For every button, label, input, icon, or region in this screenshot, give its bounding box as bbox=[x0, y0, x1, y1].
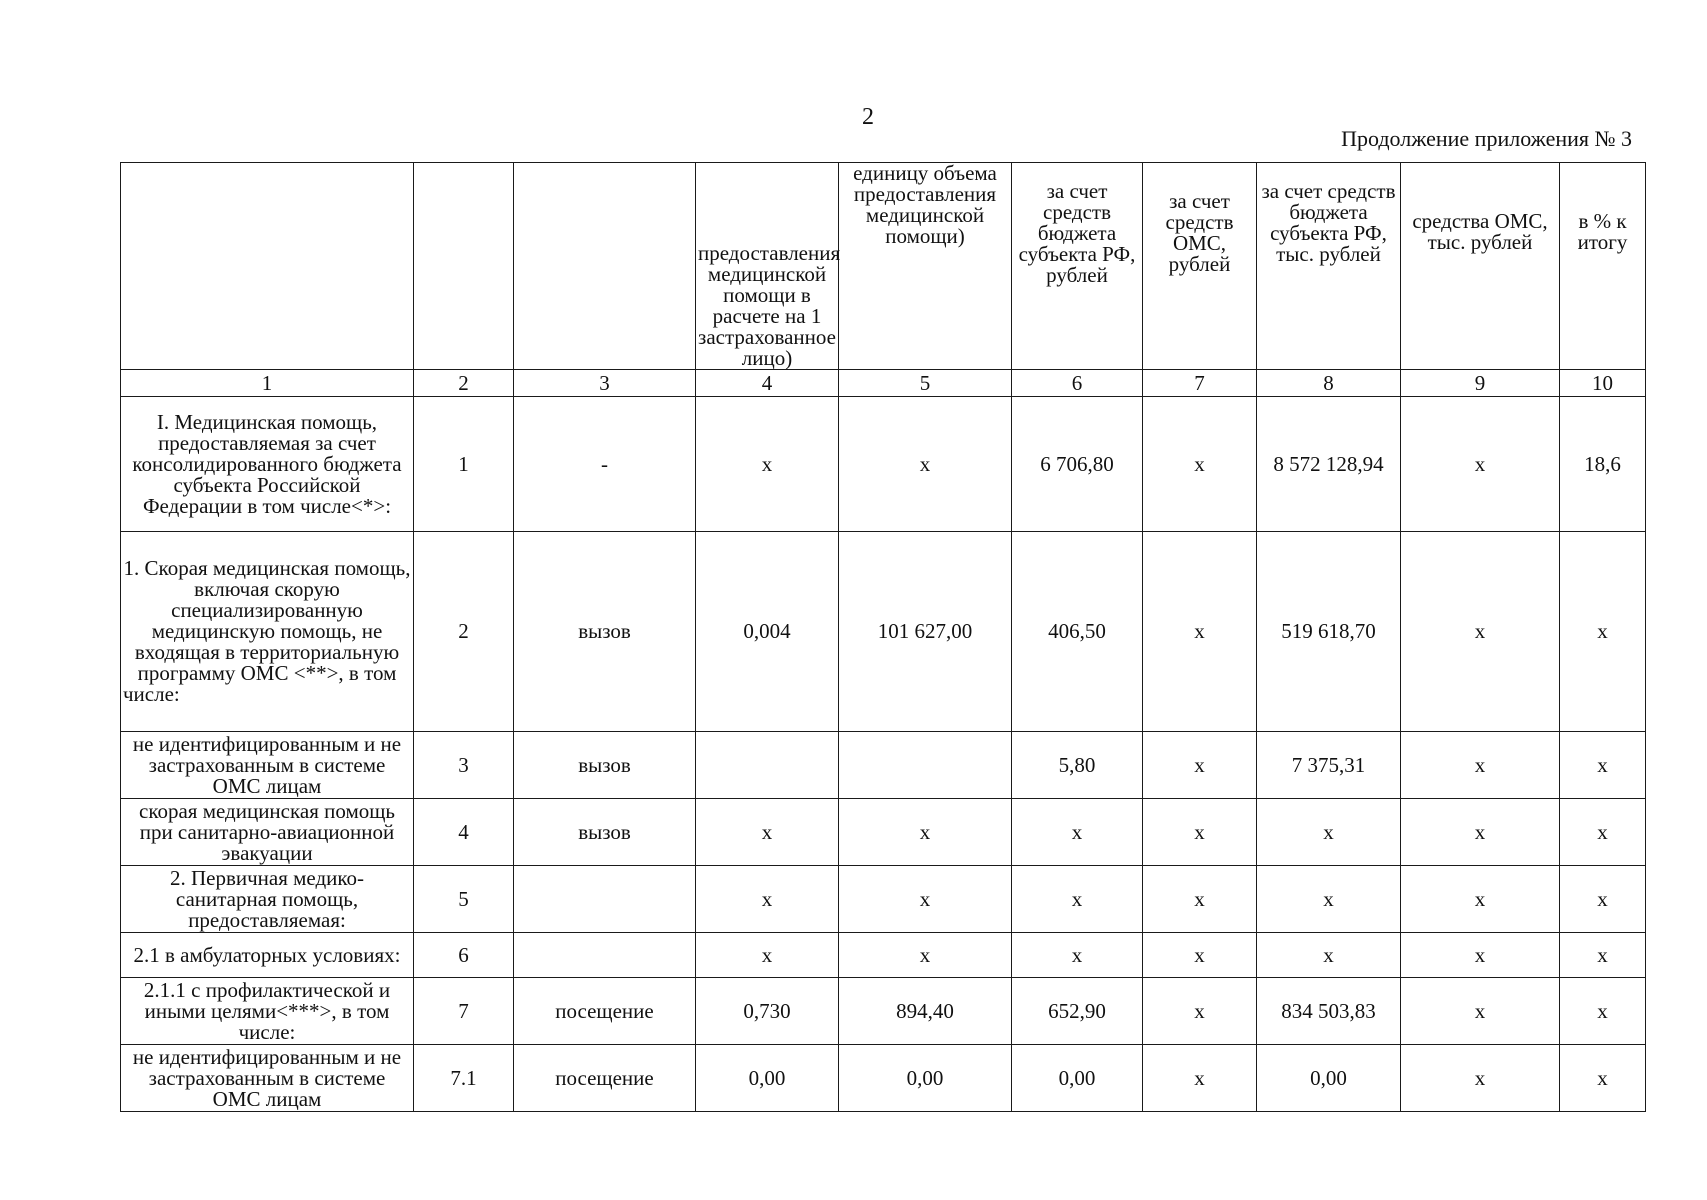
row-value-c9: х bbox=[1401, 732, 1560, 799]
header-cell-7: за счет средств ОМС, рублей bbox=[1143, 163, 1257, 370]
row-number: 5 bbox=[414, 866, 514, 933]
row-number: 2 bbox=[414, 532, 514, 732]
row-value-c6: 406,50 bbox=[1012, 532, 1143, 732]
row-value-c6: 5,80 bbox=[1012, 732, 1143, 799]
row-value-c9: х bbox=[1401, 978, 1560, 1045]
table-row bbox=[121, 866, 1646, 933]
row-value-c10: х bbox=[1560, 799, 1646, 866]
row-value-c8: 0,00 bbox=[1257, 1045, 1401, 1112]
row-value-c9: х bbox=[1401, 1045, 1560, 1112]
row-value-c4: х bbox=[696, 799, 839, 866]
column-number: 3 bbox=[514, 370, 696, 397]
header-cell-1 bbox=[121, 163, 414, 370]
row-value-c9: х bbox=[1401, 799, 1560, 866]
row-value-c4: х bbox=[696, 933, 839, 978]
table-row bbox=[121, 732, 1646, 799]
row-number: 3 bbox=[414, 732, 514, 799]
row-unit: вызов bbox=[514, 799, 696, 866]
row-value-c7: х bbox=[1143, 866, 1257, 933]
row-label: не идентифицированным и не застрахованным в системе ОМС лицам bbox=[121, 732, 414, 799]
column-number: 9 bbox=[1401, 370, 1560, 397]
row-value-c7: х bbox=[1143, 1045, 1257, 1112]
row-value-c5: х bbox=[839, 933, 1012, 978]
row-value-c10: х bbox=[1560, 978, 1646, 1045]
table-row bbox=[121, 799, 1646, 866]
header-cell-10: в % к итогу bbox=[1560, 163, 1646, 370]
row-label: 2.1.1 с профилактической и иными целями<***>, в том числе: bbox=[121, 978, 414, 1045]
column-number: 6 bbox=[1012, 370, 1143, 397]
row-value-c6: х bbox=[1012, 799, 1143, 866]
column-number: 2 bbox=[414, 370, 514, 397]
header-cell-2 bbox=[414, 163, 514, 370]
table-row bbox=[121, 1045, 1646, 1112]
column-number-row bbox=[121, 370, 1646, 397]
row-value-c5: 894,40 bbox=[839, 978, 1012, 1045]
row-value-c10: х bbox=[1560, 732, 1646, 799]
row-value-c10: х bbox=[1560, 1045, 1646, 1112]
header-cell-5: единицу объема предоставления медицинской помощи) bbox=[839, 163, 1012, 370]
row-unit: посещение bbox=[514, 1045, 696, 1112]
row-value-c4: 0,004 bbox=[696, 532, 839, 732]
row-value-c5 bbox=[839, 732, 1012, 799]
row-value-c7: х bbox=[1143, 532, 1257, 732]
row-label: скорая медицинская помощь при санитарно-авиационной эвакуации bbox=[121, 799, 414, 866]
row-label: I. Медицинская помощь, предоставляемая за счет консолидированного бюджета субъекта Российской Федерации в том числе<*>: bbox=[121, 397, 414, 532]
row-value-c8: х bbox=[1257, 933, 1401, 978]
header-cell-4: предоставления медицинской помощи в расчете на 1 застрахованное лицо) bbox=[696, 163, 839, 370]
column-number: 4 bbox=[696, 370, 839, 397]
table-row bbox=[121, 978, 1646, 1045]
table-row bbox=[121, 933, 1646, 978]
row-value-c7: х bbox=[1143, 978, 1257, 1045]
row-value-c10: х bbox=[1560, 866, 1646, 933]
row-value-c8: 519 618,70 bbox=[1257, 532, 1401, 732]
row-value-c10: х bbox=[1560, 933, 1646, 978]
row-value-c5: 0,00 bbox=[839, 1045, 1012, 1112]
table-row bbox=[121, 397, 1646, 532]
row-number: 1 bbox=[414, 397, 514, 532]
row-value-c6: 0,00 bbox=[1012, 1045, 1143, 1112]
row-unit: вызов bbox=[514, 532, 696, 732]
table-row bbox=[121, 532, 1646, 732]
row-value-c10: 18,6 bbox=[1560, 397, 1646, 532]
row-value-c9: х bbox=[1401, 532, 1560, 732]
row-value-c8: 7 375,31 bbox=[1257, 732, 1401, 799]
header-cell-6: за счет средств бюджета субъекта РФ, рублей bbox=[1012, 163, 1143, 370]
row-value-c4: 0,00 bbox=[696, 1045, 839, 1112]
row-value-c8: 834 503,83 bbox=[1257, 978, 1401, 1045]
row-value-c9: х bbox=[1401, 866, 1560, 933]
row-value-c6: 6 706,80 bbox=[1012, 397, 1143, 532]
row-value-c5: 101 627,00 bbox=[839, 532, 1012, 732]
row-unit: посещение bbox=[514, 978, 696, 1045]
row-value-c7: х bbox=[1143, 397, 1257, 532]
row-number: 7 bbox=[414, 978, 514, 1045]
column-number: 1 bbox=[121, 370, 414, 397]
row-label: 1. Скорая медицинская помощь, включая скорую специализированную медицинскую помощь, не входящая в территориальную программу ОМС <**>, в том числе: bbox=[121, 532, 414, 732]
column-number: 10 bbox=[1560, 370, 1646, 397]
appendix-continuation-note: Продолжение приложения № 3 bbox=[1341, 126, 1632, 151]
row-number: 7.1 bbox=[414, 1045, 514, 1112]
row-unit bbox=[514, 933, 696, 978]
row-value-c4: х bbox=[696, 397, 839, 532]
row-value-c6: 652,90 bbox=[1012, 978, 1143, 1045]
row-value-c4 bbox=[696, 732, 839, 799]
header-cell-8: за счет средств бюджета субъекта РФ, тыс. рублей bbox=[1257, 163, 1401, 370]
row-number: 4 bbox=[414, 799, 514, 866]
row-value-c5: х bbox=[839, 397, 1012, 532]
row-number: 6 bbox=[414, 933, 514, 978]
row-value-c8: 8 572 128,94 bbox=[1257, 397, 1401, 532]
table-header-row bbox=[121, 163, 1646, 370]
row-unit: - bbox=[514, 397, 696, 532]
row-value-c9: х bbox=[1401, 933, 1560, 978]
header-cell-9: средства ОМС, тыс. рублей bbox=[1401, 163, 1560, 370]
row-label: не идентифицированным и не застрахованным в системе ОМС лицам bbox=[121, 1045, 414, 1112]
row-value-c5: х bbox=[839, 866, 1012, 933]
row-value-c5: х bbox=[839, 799, 1012, 866]
row-value-c10: х bbox=[1560, 532, 1646, 732]
row-value-c7: х bbox=[1143, 799, 1257, 866]
row-value-c6: х bbox=[1012, 866, 1143, 933]
column-number: 7 bbox=[1143, 370, 1257, 397]
row-label: 2. Первичная медико-санитарная помощь, предоставляемая: bbox=[121, 866, 414, 933]
row-label: 2.1 в амбулаторных условиях: bbox=[121, 933, 414, 978]
column-number: 5 bbox=[839, 370, 1012, 397]
column-number: 8 bbox=[1257, 370, 1401, 397]
row-value-c4: 0,730 bbox=[696, 978, 839, 1045]
row-unit bbox=[514, 866, 696, 933]
header-cell-3 bbox=[514, 163, 696, 370]
page-number: 2 bbox=[862, 104, 874, 130]
row-value-c9: х bbox=[1401, 397, 1560, 532]
row-value-c6: х bbox=[1012, 933, 1143, 978]
row-unit: вызов bbox=[514, 732, 696, 799]
row-value-c7: х bbox=[1143, 933, 1257, 978]
row-value-c7: х bbox=[1143, 732, 1257, 799]
row-value-c4: х bbox=[696, 866, 839, 933]
funding-table bbox=[120, 162, 1646, 1112]
row-value-c8: х bbox=[1257, 799, 1401, 866]
row-value-c8: х bbox=[1257, 866, 1401, 933]
